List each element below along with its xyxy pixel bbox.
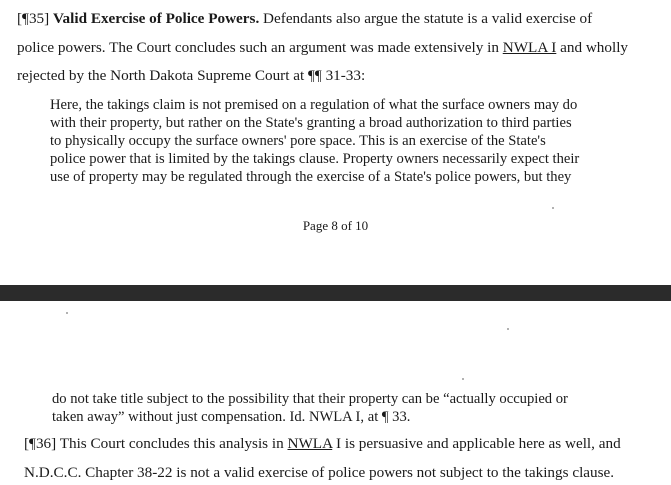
scan-speck xyxy=(507,328,509,330)
paragraph-35-line-2: police powers. The Court concludes such an argument was made extensively in NWLA I and wholly xyxy=(17,39,629,56)
quote-line: to physically occupy the surface owners' pore space. This is an exercise of the State's xyxy=(50,133,546,149)
quote-line: Here, the takings claim is not premised on a regulation of what the surface owners may do xyxy=(50,97,578,113)
quote-line: police power that is limited by the takings clause. Property owners necessarily expect their xyxy=(50,151,580,167)
paragraph-marker: [¶35] xyxy=(17,10,50,27)
paragraph-35-line-1: [¶35] Valid Exercise of Police Powers. Defendants also argue the statute is a valid exercise of xyxy=(17,10,593,27)
quote-line: taken away” without just compensation. Id. NWLA I, at ¶ 33. xyxy=(52,409,411,425)
scan-speck xyxy=(552,207,554,209)
quote-line: use of property may be regulated through the exercise of a State's police powers, but they xyxy=(50,169,572,185)
case-citation-link: NWLA xyxy=(287,435,333,452)
quote-line: with their property, but rather on the State's granting a broad authorization to third parties xyxy=(50,115,572,131)
scan-speck xyxy=(462,378,464,380)
page-separator xyxy=(0,285,671,301)
scan-speck xyxy=(66,312,68,314)
paragraph-36-line-1: [¶36] This Court concludes this analysis in NWLA I is persuasive and applicable here as well, and xyxy=(24,435,621,452)
document-page-9 xyxy=(0,301,671,485)
paragraph-36-line-2: N.D.C.C. Chapter 38-22 is not a valid exercise of police powers not subject to the takings clause. xyxy=(24,464,615,481)
section-heading: Valid Exercise of Police Powers. xyxy=(52,10,260,27)
page-footer: Page 8 of 10 xyxy=(302,218,369,233)
paragraph-35-line-3: rejected by the North Dakota Supreme Court at ¶¶ 31-33: xyxy=(17,67,366,84)
quote-line: do not take title subject to the possibility that their property can be “actually occupied or xyxy=(52,391,568,407)
case-citation-link: NWLA I xyxy=(502,39,557,56)
